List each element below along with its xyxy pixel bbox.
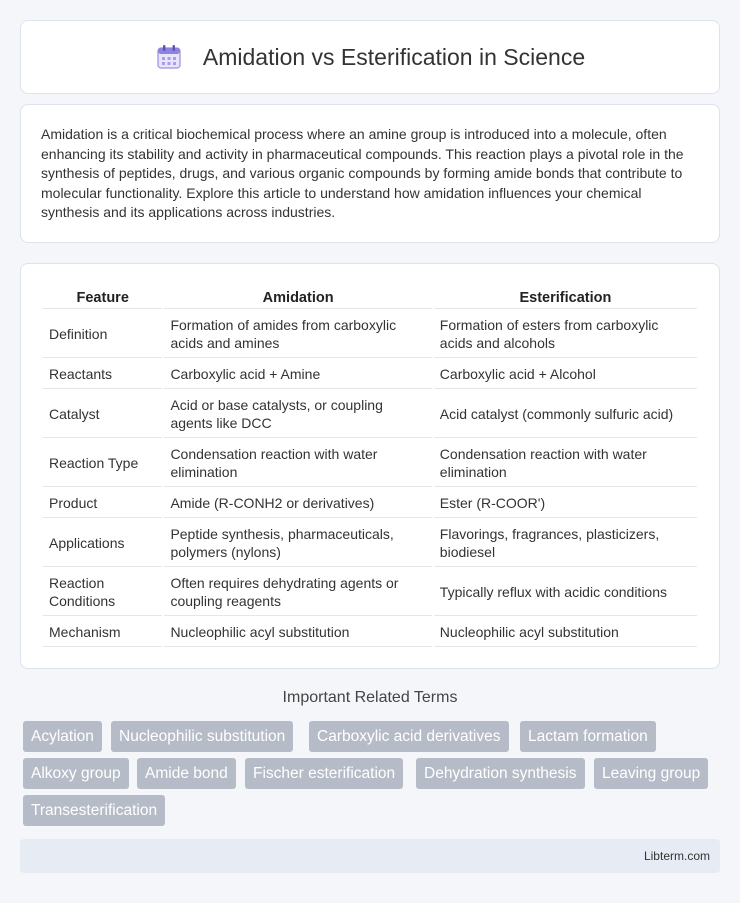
- comparison-table: [41, 284, 699, 649]
- table-row: [43, 360, 697, 389]
- calendar-grid-icon: [155, 43, 183, 71]
- intro-text: Amidation is a critical biochemical process where an amine group is introduced into a molecule, often enhancing its stability and activity in pharmaceutical compounds. This reaction plays a pivotal role in the synthesis of peptides, drugs, and various organic compounds by forming amide bonds that contribute to molecular functionality. Explore this article to understand how amidation influences your chemical synthesis and its applications across industries.: [41, 126, 684, 221]
- esterification-cell: Typically reflux with acidic conditions: [434, 569, 697, 616]
- tag-leaving-group[interactable]: Leaving group: [594, 758, 708, 789]
- esterification-cell: Condensation reaction with water elimination: [434, 440, 697, 487]
- esterification-cell: Ester (R-COOR'): [434, 489, 697, 518]
- table-row: [43, 391, 697, 438]
- comparison-card: [20, 263, 720, 669]
- tag-lactam-formation[interactable]: Lactam formation: [520, 721, 656, 752]
- page-title: Amidation vs Esterification in Science: [202, 43, 586, 70]
- amidation-cell: Often requires dehydrating agents or coupling reagents: [164, 569, 431, 616]
- table-row: [43, 569, 697, 616]
- feature-cell: Applications: [43, 520, 162, 567]
- table-header-row: [43, 286, 697, 309]
- footer-link[interactable]: Libterm.com: [643, 849, 710, 863]
- tag-alkoxy-group[interactable]: Alkoxy group: [23, 758, 129, 789]
- esterification-cell: Flavorings, fragrances, plasticizers, biodiesel: [434, 520, 697, 567]
- footer: [20, 839, 720, 873]
- table-row: [43, 440, 697, 487]
- header-feature: Feature: [43, 286, 162, 309]
- page-header: [20, 20, 720, 94]
- table-row: [43, 489, 697, 518]
- amidation-cell: Formation of amides from carboxylic acids and amines: [164, 311, 431, 358]
- feature-cell: Product: [43, 489, 162, 518]
- feature-cell: Reaction Type: [43, 440, 162, 487]
- amidation-cell: Nucleophilic acyl substitution: [164, 618, 431, 647]
- table-row: [43, 618, 697, 647]
- tag-fischer-esterification[interactable]: Fischer esterification: [245, 758, 403, 789]
- feature-cell: Reactants: [43, 360, 162, 389]
- amidation-cell: Amide (R-CONH2 or derivatives): [164, 489, 431, 518]
- related-terms-title: Important Related Terms: [282, 689, 458, 706]
- feature-cell: Definition: [43, 311, 162, 358]
- amidation-cell: Carboxylic acid + Amine: [164, 360, 431, 389]
- tag-nucleophilic-substitution[interactable]: Nucleophilic substitution: [111, 721, 293, 752]
- table-row: [43, 520, 697, 567]
- feature-cell: Catalyst: [43, 391, 162, 438]
- amidation-cell: Acid or base catalysts, or coupling agents like DCC: [164, 391, 431, 438]
- amidation-cell: Peptide synthesis, pharmaceuticals, polymers (nylons): [164, 520, 431, 567]
- esterification-cell: Formation of esters from carboxylic acids and alcohols: [434, 311, 697, 358]
- table-row: [43, 311, 697, 358]
- tag-transesterification[interactable]: Transesterification: [23, 795, 165, 826]
- intro-card: [20, 104, 720, 243]
- feature-cell: Mechanism: [43, 618, 162, 647]
- feature-cell: Reaction Conditions: [43, 569, 162, 616]
- tag-carboxylic-acid-derivatives[interactable]: Carboxylic acid derivatives: [309, 721, 509, 752]
- tag-amide-bond[interactable]: Amide bond: [137, 758, 236, 789]
- esterification-cell: Carboxylic acid + Alcohol: [434, 360, 697, 389]
- header-esterification: Esterification: [434, 286, 697, 309]
- header-amidation: Amidation: [164, 286, 431, 309]
- tag-acylation[interactable]: Acylation: [23, 721, 102, 752]
- esterification-cell: Acid catalyst (commonly sulfuric acid): [434, 391, 697, 438]
- amidation-cell: Condensation reaction with water elimination: [164, 440, 431, 487]
- tag-dehydration-synthesis[interactable]: Dehydration synthesis: [416, 758, 585, 789]
- esterification-cell: Nucleophilic acyl substitution: [434, 618, 697, 647]
